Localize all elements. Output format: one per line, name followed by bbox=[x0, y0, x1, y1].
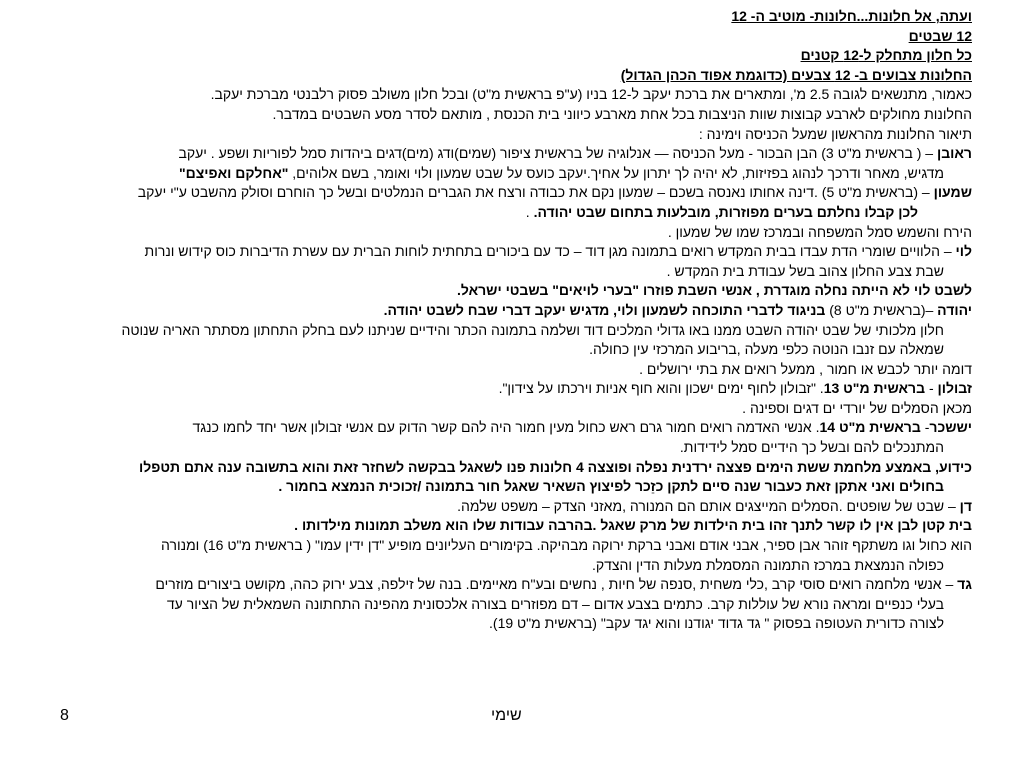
dan-text: הוא כחול וגו משתקף זוהר אבן ספיר, אבני אודם ואבני ברקת ירוקה מבהיקה. בקימורים העליונים מופיע "דן ידין עמו" ( בראשית מ"ט 16) ומנורה bbox=[161, 537, 972, 554]
yissachar-text: . אנשי האדמה רואים חמור גרם ראש כחול מעין חמור היה להם קשר הדוק עם אנשי זבולון אשר יחד לחמו כנגד bbox=[192, 419, 820, 436]
zevulun-text: . "זבולון לחוף ימים ישכון והוא חוף אניות וירכתו על צידון". bbox=[498, 380, 824, 397]
section-levi bbox=[14, 242, 972, 301]
tribe-name-levi: לוי bbox=[955, 243, 972, 260]
reuven-text: – ( בראשית מ"ט 3) הבן הבכור - מעל הכניסה — אנלוגיה של בראשית ציפור (שמים)ודג (מים)דגים ביהדות סמל לפוריות ושפע . יעקב bbox=[178, 145, 937, 162]
levi-text: – הלוויים שומרי הדת עבדו בבית המקדש רואים בתמונה מגן דוד – כד עם ביכורים בתחתית לוחות הברית עם עשרת הדיברות כוס קידוש ונרות bbox=[144, 243, 956, 260]
tribe-name-dan: דן bbox=[959, 497, 972, 514]
subheading-tribes: 12 שבטים bbox=[908, 27, 972, 44]
levi-bold-text: לשבט לוי לא הייתה נחלה מוגדרת , אנשי השבת פוזרו "בערי לויאים" בשבטי ישראל. bbox=[456, 282, 972, 299]
intro-line: כאמור, מתנשאים לגובה 2.5 מ', ומתארים את ברכת יעקב ל-12 בניו (ע"פ בראשית מ"ט) ובכל חלון משולב פסוק רלבנטי מברכת יעקב. bbox=[210, 86, 972, 103]
tribe-name-zevulun: זבולון bbox=[937, 380, 972, 397]
yehuda-text: דומה יותר לכבש או חמור , ממעל רואים את בתי ירושלים . bbox=[639, 360, 972, 377]
yehuda-text: חלון מלכותי של שבט יהודה השבט ממנו באו גדולי המלכים דוד ושלמה בתמונה הכתר והידיים שניתנו לעם בחלק התחתון מסתתר האריה שנוטה bbox=[121, 321, 944, 338]
dan-text: כפולה הנמצאת במרכז התמונה המסמלת מעלות הדין והצדק. bbox=[592, 556, 944, 573]
footer-author: שימי bbox=[491, 707, 522, 724]
section-yehuda bbox=[14, 301, 972, 379]
intro-line: החלונות מחולקים לארבע קבוצות שוות הניצבות בכל אחת מארבע כיווני בית הכנסת , מותאם לסדר מסע השבטים במדבר. bbox=[272, 105, 972, 122]
document-body bbox=[14, 7, 972, 634]
zevulun-text: - bbox=[925, 380, 938, 397]
shimon-text: . bbox=[525, 203, 534, 220]
zevulun-text: מכאן הסמלים של יורדי ים דגים וספינה . bbox=[742, 399, 972, 416]
war-text: בחולים ואני אתקן זאת כעבור שנה סיים לתקן כזֵכר לפיצוץ השאיר שאגל חור בתמונה /זכוכית הנמצא בחמור . bbox=[278, 478, 944, 495]
section-yissachar bbox=[14, 418, 972, 457]
yissachar-text: - bbox=[920, 419, 930, 436]
gad-text: – אנשי מלחמה רואים סוסי קרב ,כלי משחית ,סנפה של חיות , נחשים ובע"ח מאיימים. בנה של זילפה, צבע ירוק כהה, מקושט ביצורים מוזרים bbox=[155, 576, 958, 593]
section-dan bbox=[14, 497, 972, 575]
shimon-text: הירח והשמש סמל המשפחה ובמרכז שמו של שמעון . bbox=[667, 223, 972, 240]
tribe-name-yissachar: יששכר bbox=[929, 419, 972, 436]
title-heading: ועתה, אל חלונות...חלונות- מוטיב ה- 12 bbox=[731, 8, 972, 24]
section-war bbox=[14, 458, 972, 497]
section-reuven bbox=[14, 144, 972, 183]
intro-line: תיאור החלונות מהראשון שמעל הכניסה וימינה : bbox=[698, 125, 972, 142]
section-shimon bbox=[14, 183, 972, 242]
gad-text: בעלי כנפיים ומראה נורא של עוללות קרב. כתמים בצבע אדום – דם מפוזרים בצורה אלכסונית מהפינה התחתונה השמאלית של הציור עד bbox=[166, 595, 944, 612]
zevulun-verse-ref: בראשית מ"ט 13 bbox=[823, 380, 926, 397]
section-zevulun bbox=[14, 379, 972, 418]
gad-text: לצורה כדורית העטופה בפסוק " גד גדוד יגודנו והוא יגד עקב" (בראשית מ"ט 19). bbox=[489, 615, 944, 632]
yissachar-verse-ref: בראשית מ"ט 14 bbox=[819, 419, 921, 436]
reuven-text: מדגיש, מאחר ודרכך לנהוג בפזיזות, לא יהיה לך יתרון על אחיך.יעקב כועס על שבט שמעון ולוי ואומר, בשם אלוהים, bbox=[288, 164, 944, 181]
shimon-bold-text: לכן קבלו נחלתם בערים מפוזרות, מובלעות בתחום שבט יהודה. bbox=[533, 203, 918, 220]
war-text: כידוע, באמצע מלחמת ששת הימים פצצה ירדנית נפלה ופוצצה 4 חלונות פנו לשאגל בבקשה לשחזר זאת והוא בתשובה ענה אתם תטפלו bbox=[138, 458, 972, 475]
yehuda-text: –(בראשית מ"ט 8) bbox=[825, 301, 938, 318]
yissachar-text: המתנכלים להם ובשל כך הידיים סמל לידידות. bbox=[679, 439, 944, 456]
levi-text: שבת צבע החלון צהוב בשל עבודת בית המקדש . bbox=[666, 262, 944, 279]
yehuda-text: שמאלה עם זנבו הנוטה כלפי מעלה ,בריבוע המרכזי עין כחולה. bbox=[589, 341, 944, 358]
dan-bold-text: בית קטן לבן אין לו קשר לתנך זהו בית הילדות של מרק שאגל .בהרבה עבודות שלו הוא משלב תמונות מילדותו . bbox=[294, 517, 972, 534]
section-gad bbox=[14, 575, 972, 634]
subheading-colors: החלונות צבועים ב- 12 צבעים (כדוגמת אפוד הכהן הגדול) bbox=[620, 66, 972, 83]
tribe-name-gad: גד bbox=[957, 576, 972, 593]
reuven-quote: "אחלקם ואפיצם" bbox=[179, 164, 289, 181]
page-number: 8 bbox=[60, 707, 69, 724]
subheading-panes: כל חלון מתחלק ל-12 קטנים bbox=[800, 47, 972, 64]
tribe-name-shimon: שמעון bbox=[933, 184, 972, 201]
tribe-name-yehuda: יהודה bbox=[937, 301, 972, 318]
tribe-name-reuven: ראובן bbox=[936, 145, 972, 162]
shimon-text: – (בראשית מ"ט 5) .דינה אחותו נאנסה בשכם – שמעון נקם את כבודה ורצח את הגברים הנמלטים ובשל כך הוחרם וסולק מהשבט ע"י יעקב bbox=[137, 184, 934, 201]
dan-text: – שבט של שופטים .הסמלים המייצגים אותם הם המנורה ,מאזני הצדק – משפט שלמה. bbox=[457, 497, 960, 514]
yehuda-bold-text: בניגוד לדברי התוכחה לשמעון ולוי, מדגיש יעקב דברי שבח לשבט יהודה. bbox=[383, 301, 826, 318]
